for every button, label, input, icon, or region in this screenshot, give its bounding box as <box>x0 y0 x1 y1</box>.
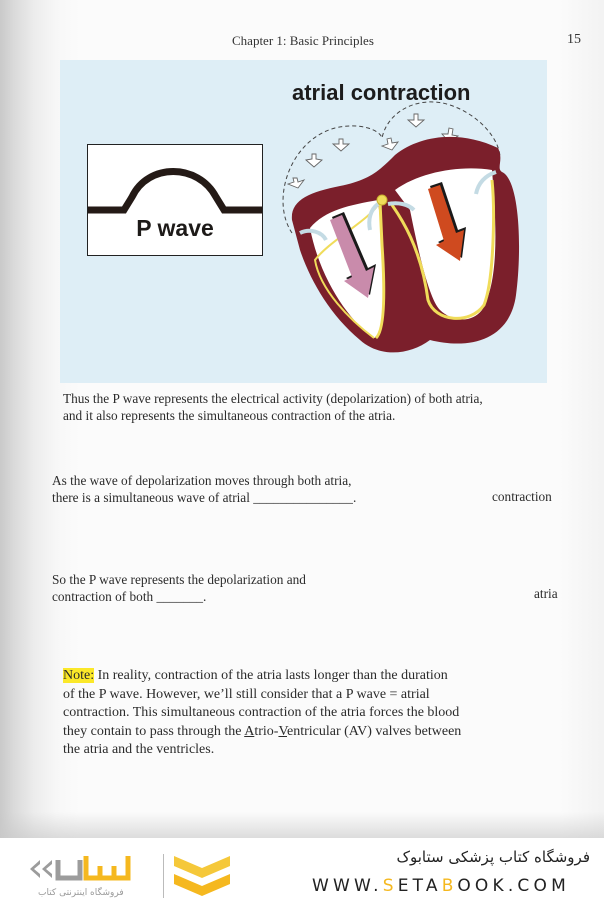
figure-title: atrial contraction <box>292 80 471 105</box>
question-1 <box>52 472 356 506</box>
underlined-letter: V <box>278 723 287 739</box>
note-line: the atria and the ventricles. <box>63 742 215 757</box>
question-line: contraction of both _______. <box>52 589 207 604</box>
page-number: 15 <box>567 32 581 47</box>
note-text: In reality, contraction of the atria lasts longer than the duration <box>94 668 448 683</box>
page-shadow <box>0 812 604 838</box>
note-line <box>63 723 461 742</box>
url-accent-letter: B <box>441 876 458 896</box>
site-url[interactable] <box>312 876 570 896</box>
url-text: ETA <box>397 876 442 896</box>
watermark-footer <box>0 838 604 906</box>
logo-subtitle: فروشگاه اینترنتی کتاب <box>38 888 124 898</box>
url-accent-letter: S <box>382 876 398 896</box>
answer-2: atria <box>534 586 558 601</box>
running-head: Chapter 1: Basic Principles <box>232 33 374 48</box>
note-label-highlight: Note: <box>63 668 95 683</box>
question-line: there is a simultaneous wave of atrial _______________. <box>52 490 357 505</box>
underlined-letter: A <box>244 723 255 739</box>
setabook-wordmark-icon <box>28 852 138 886</box>
note-text: trio- <box>254 723 279 739</box>
note-line <box>63 667 461 686</box>
url-text: OOK.COM <box>457 876 570 896</box>
question-2 <box>52 571 306 605</box>
note-line: of the P wave. However, we’ll still consider that a P wave = atrial <box>63 686 430 702</box>
caption-line: Thus the P wave represents the electrical activity (depolarization) of both atria, <box>63 391 483 406</box>
store-name: فروشگاه کتاب پزشکی ستابوک <box>396 848 590 866</box>
note-line: contraction. This simultaneous contraction of the atria forces the blood <box>63 705 460 720</box>
note-text: they contain to pass through the <box>63 723 245 739</box>
setabook-chevron-logo-icon <box>172 852 232 898</box>
question-line: So the P wave represents the depolarization and <box>52 572 306 587</box>
heart-illustration <box>270 100 530 360</box>
p-wave-diagram <box>87 144 263 256</box>
note-text: entricular (AV) valves between <box>287 723 462 739</box>
note-block <box>63 667 461 760</box>
p-wave-label: P wave <box>136 215 214 241</box>
figure-atrial-contraction <box>60 60 547 383</box>
figure-caption <box>63 390 483 424</box>
url-text: WWW. <box>312 876 383 896</box>
answer-1: contraction <box>492 489 552 504</box>
question-line: As the wave of depolarization moves through both atria, <box>52 473 352 488</box>
logo-divider <box>163 854 164 898</box>
caption-line: and it also represents the simultaneous contraction of the atria. <box>63 408 396 423</box>
